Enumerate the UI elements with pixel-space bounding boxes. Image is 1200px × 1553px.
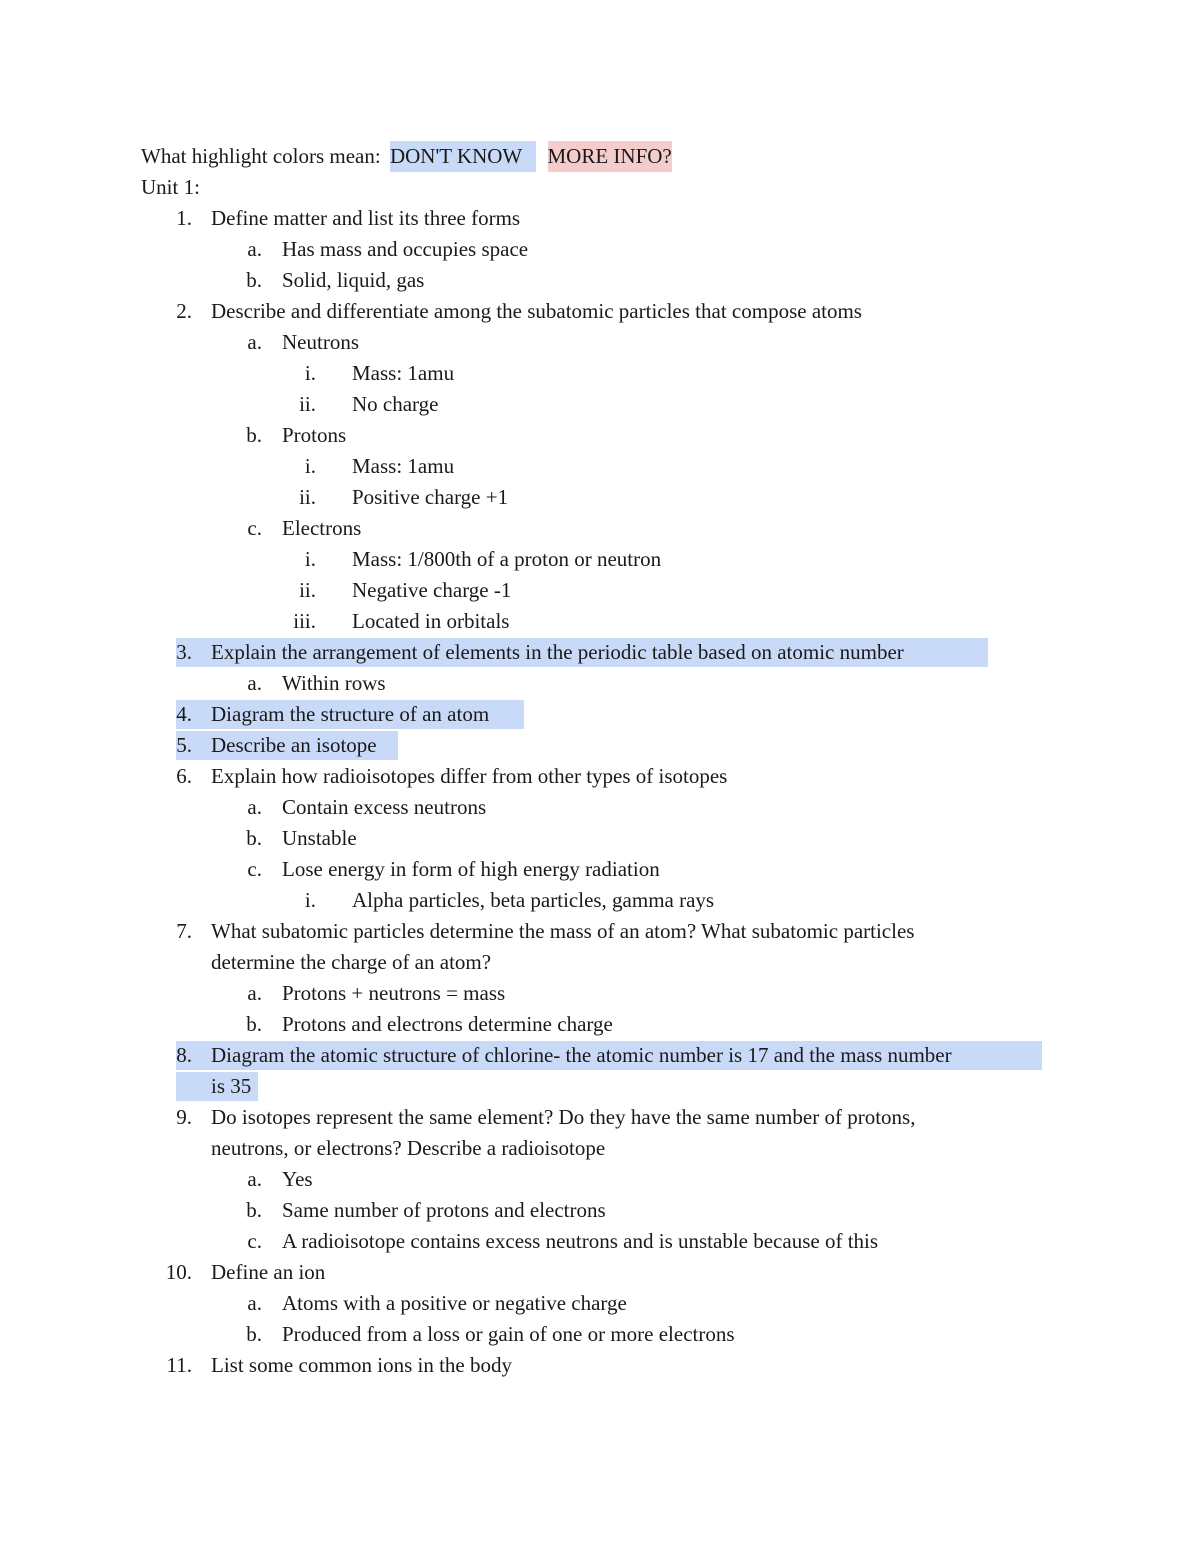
list-item [0,978,1200,1009]
list-item [0,1257,1200,1288]
list-text: A radioisotope contains excess neutrons and is unstable because of this [282,1229,879,1253]
list-marker: c. [247,516,262,540]
list-item [0,513,1200,544]
list-item [0,1071,1200,1102]
list-marker: b. [246,268,262,292]
legend-dont-know: DON'T KNOW [390,141,536,172]
list-text: Mass: 1amu [352,361,455,385]
list-text: Mass: 1amu [352,454,455,478]
list-text: Protons and electrons determine charge [282,1012,613,1036]
legend-label: What highlight colors mean: [141,144,381,168]
list-item [0,203,1200,234]
list-marker: 4. [176,702,192,726]
list-text: Produced from a loss or gain of one or more electrons [282,1322,735,1346]
list-text: Diagram the structure of an atom [211,702,490,726]
list-marker: i. [304,547,316,571]
legend-more-info: MORE INFO? [548,141,672,172]
list-text: neutrons, or electrons? Describe a radioisotope [211,1136,606,1160]
list-text: Atoms with a positive or negative charge [282,1291,627,1315]
list-marker: 11. [166,1353,192,1377]
list-marker: 10. [165,1260,192,1284]
list-text: Has mass and occupies space [282,237,529,261]
list-item [0,1226,1200,1257]
list-text: Describe and differentiate among the subatomic particles that compose atoms [211,299,862,323]
list-text: is 35 [211,1074,252,1098]
list-text: Same number of protons and electrons [282,1198,606,1222]
list-item [0,761,1200,792]
list-text: Electrons [282,516,362,540]
list-item [0,1102,1200,1133]
list-item [0,1009,1200,1040]
list-item [0,699,1200,730]
list-item [0,668,1200,699]
list-marker: c. [247,1229,262,1253]
list-item [0,823,1200,854]
list-item [0,947,1200,978]
list-text: Define matter and list its three forms [211,206,521,230]
list-marker: a. [247,981,262,1005]
list-marker: 8. [176,1043,192,1067]
list-item [0,1288,1200,1319]
list-text: No charge [352,392,439,416]
list-item [0,637,1200,668]
list-item [0,1164,1200,1195]
list-text: Diagram the atomic structure of chlorine- the atomic number is 17 and the mass number [211,1043,952,1067]
list-item [0,1319,1200,1350]
list-marker: ii. [299,578,316,602]
list-text: Describe an isotope [211,733,377,757]
list-item [0,885,1200,916]
list-marker: 5. [176,733,192,757]
list-item [0,420,1200,451]
list-marker: a. [247,1291,262,1315]
list-text: Explain how radioisotopes differ from other types of isotopes [211,764,728,788]
list-text: Contain excess neutrons [282,795,487,819]
list-marker: a. [247,671,262,695]
list-text: Lose energy in form of high energy radiation [282,857,660,881]
list-item [0,916,1200,947]
list-marker: i. [304,454,316,478]
list-item [0,1350,1200,1381]
list-text: Protons + neutrons = mass [282,981,506,1005]
list-item [0,327,1200,358]
list-item [0,854,1200,885]
list-item [0,358,1200,389]
list-marker: b. [246,826,262,850]
list-item [0,482,1200,513]
list-text: Within rows [282,671,386,695]
list-marker: c. [247,857,262,881]
legend-line [141,141,672,172]
list-item [0,234,1200,265]
list-text: Do isotopes represent the same element? Do they have the same number of protons, [211,1105,916,1129]
list-marker: 7. [176,919,192,943]
list-text: List some common ions in the body [211,1353,512,1377]
list-text: Protons [282,423,347,447]
list-text: Neutrons [282,330,359,354]
list-text: Alpha particles, beta particles, gamma rays [352,888,715,912]
list-text: Define an ion [211,1260,326,1284]
list-marker: 3. [176,640,192,664]
list-text: determine the charge of an atom? [211,950,492,974]
list-marker: a. [247,795,262,819]
list-text: Explain the arrangement of elements in the periodic table based on atomic number [211,640,904,664]
list-marker: a. [247,330,262,354]
list-text: What subatomic particles determine the mass of an atom? What subatomic particles [211,919,915,943]
list-item [0,265,1200,296]
list-text: Mass: 1/800th of a proton or neutron [352,547,662,571]
list-marker: b. [246,1198,262,1222]
list-marker: b. [246,423,262,447]
list-text: Positive charge +1 [352,485,509,509]
list-marker: i. [304,361,316,385]
list-text: Located in orbitals [352,609,510,633]
list-item [0,730,1200,761]
list-marker: b. [246,1012,262,1036]
list-text: Solid, liquid, gas [282,268,425,292]
list-text: Yes [282,1167,313,1191]
list-marker: ii. [299,485,316,509]
list-marker: a. [247,1167,262,1191]
list-item [0,296,1200,327]
list-item [0,1195,1200,1226]
list-marker: 6. [176,764,192,788]
list-marker: 1. [176,206,192,230]
list-marker: b. [246,1322,262,1346]
list-marker: ii. [299,392,316,416]
list-marker: 2. [176,299,192,323]
list-item [0,389,1200,420]
list-item [0,1040,1200,1071]
list-item [0,544,1200,575]
list-item [0,606,1200,637]
list-item [0,1133,1200,1164]
list-marker: i. [304,888,316,912]
list-marker: a. [247,237,262,261]
list-marker: iii. [293,609,316,633]
unit-title: Unit 1: [141,175,200,199]
list-marker: 9. [176,1105,192,1129]
list-item [0,451,1200,482]
list-item [0,575,1200,606]
list-text: Negative charge -1 [352,578,512,602]
list-item [0,792,1200,823]
list-text: Unstable [282,826,357,850]
